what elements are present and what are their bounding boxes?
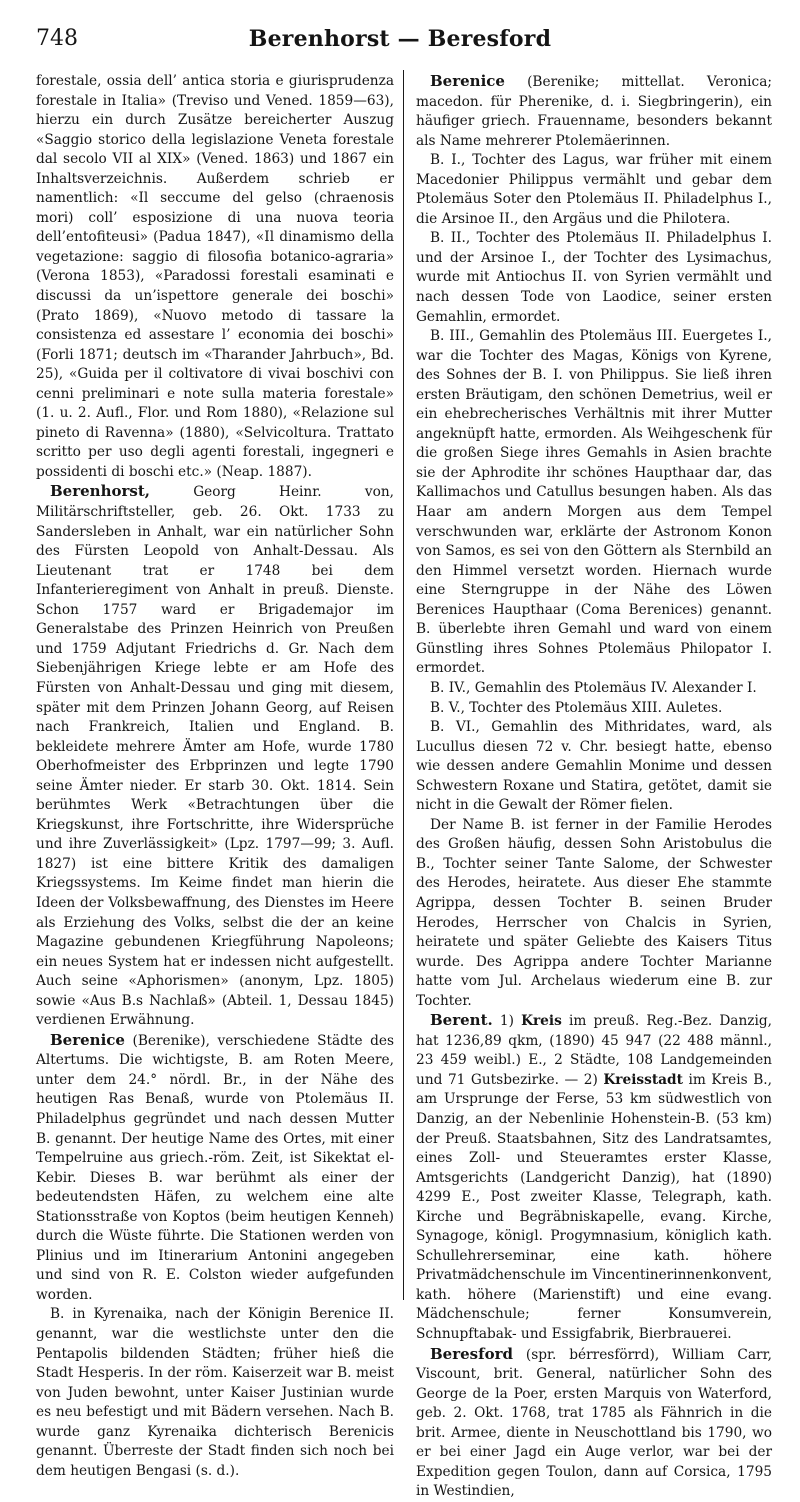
subheading: Kreis: [521, 1013, 562, 1030]
entry-paragraph: B. III., Gemahlin des Ptolemäus III. Euergetes I., war die Tochter des Magas, Königs von Kyrene, des Sohnes der B. I. von Philippus. Sie ließ ihren ersten Bräutigam, den schönen Demetrius, weil er ein ehebrecherisches Verhältnis mit ihrer Mutter angeknüpft hatte, ermorden. Als Weihgeschenk für die großen Siege ihres Gemahls in Asien brachte sie der Aphrodite ihr schönes Haupthaar dar, das Kallimachos und Catullus besungen haben. Als das Haar am andern Morgen aus dem Tempel verschwunden war, erklärte der Astronom Konon von Samos, es sei von den Göttern als Sternbild an den Himmel versetzt worden. Hiernach wurde eine Sterngruppe in der Nähe des Löwen Berenices Haupthaar (Coma Berenices) genannt. B. überlebte ihren Gemahl und ward von einem Günstling ihres Sohnes Ptolemäus Philopator I. ermordet.: [416, 328, 772, 677]
entry-text: 1): [492, 1013, 522, 1030]
entry-text: Georg Heinr. von, Militärschriftsteller, geb. 26. Okt. 1733 zu Sandersleben in Anhalt, war ein natürlicher Sohn des Fürsten Leopold von Anhalt-Dessau. Als Lieutenant trat er 1748 bei dem Infanterieregiment von Anhalt in preuß. Dienste. Schon 1757 ward er Brigademajor im Generalstabe des Prinzen Heinrich von Preußen und 1759 Adjutant Friedrichs d. Gr. Nach dem Siebenjährigen Kriege lebte er am Hofe des Fürsten von Anhalt-Dessau und ging mit diesem, später mit dem Prinzen Johann Georg, auf Reisen nach Frankreich, Italien und England. B. bekleidete mehrere Ämter am Hofe, wurde 1780 Oberhofmeister des Erbprinzen und legte 1790 seine Ämter nieder. Er starb 30. Okt. 1814. Sein berühmtes Werk «Betrachtungen über die Kriegskunst, ihre Fortschritte, ihre Widersprüche und ihre Zuverlässigkeit» (Lpz. 1797—99; 3. Aufl. 1827) ist eine bittere Kritik des damaligen Kriegssystems. Im Keime findet man hierin die Ideen der Volksbewaffnung, des Dienstes im Heere als Erziehung des Volks, selbst die der an keine Magazine gebundenen Kriegführung Napoleons; ein neues System hat er indessen nicht aufgestellt. Auch seine «Aphorismen» (anonym, Lpz. 1805) sowie «Aus B.s Nachlaß» (Abteil. 1, Dessau 1845) verdienen Erwähnung.: [36, 484, 394, 1029]
subheading: Kreisstadt: [603, 1071, 683, 1088]
headword: Beresford: [430, 1344, 513, 1363]
entry-berenice-name: [416, 72, 772, 151]
entry-paragraph: B. IV., Gemahlin des Ptolemäus IV. Alexander I.: [430, 679, 757, 696]
entry-paragraph: B. VI., Gemahlin des Mithridates, ward, als Lucullus diesen 72 v. Chr. besiegt hatte, ebenso wie dessen andere Gemahlin Monime und dessen Schwestern Roxane und Statira, getötet, damit sie nicht in die Gewalt der Römer fielen.: [416, 719, 772, 814]
entry-berenice-city: [36, 1031, 394, 1306]
right-column: [416, 72, 772, 1500]
entry-paragraph: B. I., Tochter des Lagus, war früher mit einem Macedonier Philippus vermählt und gebar dem Ptolemäus Soter den Ptolemäus II. Philadelphus I., die Arsinoe II., den Argäus und die Philotera.: [416, 152, 772, 227]
headword: Berent.: [430, 1011, 493, 1030]
entry-text: im preuß. Reg.-Bez. Danzig, hat 1236,89 qkm, (1890) 45 947 (22 488 männl., 23 459 weibl.) E., 2 Städte, 108 Landgemeinden und 71 Gutsbezirke. — 2): [416, 1013, 772, 1088]
running-head: Berenhorst — Beresford: [248, 26, 552, 52]
headword: Berenice: [50, 1030, 125, 1049]
entry-beresford: [416, 1345, 772, 1502]
entry-paragraph: Der Name B. ist ferner in der Familie Herodes des Großen häufig, dessen Sohn Aristobulus die B., Tochter seiner Tante Salome, der Schwester des Herodes, heiratete. Aus dieser Ehe stammte Agrippa, dessen Tochter B. seinen Bruder Herodes, Herrscher von Chalcis in Syrien, heiratete und später Geliebte des Kaisers Titus wurde. Des Agrippa andere Tochter Marianne hatte vom Jul. Archelaus wiederum eine B. zur Tochter.: [416, 816, 772, 1009]
headword: Berenice: [430, 72, 505, 90]
entry-text: (Berenike; mittellat. Veronica; macedon. für Pherenike, d. i. Siegbringerin), ein häufiger griech. Frauenname, besonders bekannt als Name mehrerer Ptolemäerinnen.: [416, 74, 772, 149]
entry-paragraph: B. V., Tochter des Ptolemäus XIII. Auletes.: [430, 699, 723, 716]
entry-paragraph: B. in Kyrenaika, nach der Königin Berenice II. genannt, war die westlichste unter den die Pentapolis bildenden Städten; früher hieß die Stadt Hesperis. In der röm. Kaiserzeit war B. meist von Juden bewohnt, unter Kaiser Justinian wurde es neu befestigt und mit Bädern versehen. Nach B. wurde ganz Kyrenaika dichterisch Berenicis genannt. Überreste der Stadt finden sich noch bei dem heutigen Bengasi (s. d.).: [36, 1306, 394, 1479]
page-header: [0, 26, 800, 66]
entry-text: im Kreis B., am Ursprunge der Ferse, 53 km südwestlich von Danzig, an der Nebenlinie Hohenstein-B. (53 km) der Preuß. Staatsbahnen, Sitz des Landratsamtes, eines Zoll- und Steueramtes erster Klasse, Amtsgerichts (Landgericht Danzig), hat (1890) 4299 E., Post zweiter Klasse, Telegraph, kath. Kirche und Begräbniskapelle, evang. Kirche, Synagoge, königl. Progymnasium, königlich kath. Schullehrerseminar, eine kath. höhere Privatmädchenschule im Vincentinerinnenkonvent, kath. höhere (Marienstift) und eine evang. Mädchenschule; ferner Konsumverein, Schnupftabak- und Essigfabrik, Bierbrauerei.: [416, 1071, 772, 1342]
page-number: 748: [36, 26, 78, 51]
entry-berent: [416, 1011, 772, 1344]
entry-berenhorst: [36, 482, 394, 1030]
entry-paragraph: B. II., Tochter des Ptolemäus II. Philadelphus I. und der Arsinoe I., der Tochter des Lysimachus, wurde mit Antiochus II. von Syrien vermählt und nach dessen Tode von Laodice, seiner ersten Gemahlin, ermordet.: [416, 230, 772, 325]
entry-continuation: forestale, ossia dell’ antica storia e giurisprudenza forestale in Italia» (Treviso und Vened. 1859—63), hierzu ein durch Zusätze bereicherter Auszug «Saggio storico della legislazione Veneta forestale dal secolo VII al XIX» (Vened. 1863) und 1867 ein Inhaltsverzeichnis. Außerdem schrieb er namentlich: «Il seccume del gelso (chraenosis mori) coll’ esposizione di una nuova teoria dell’entofiteusi» (Padua 1847), «Il dinamismo della vegetazione: saggio di filosofia botanico-agraria» (Verona 1853), «Paradossi forestali esaminati e discussi da un’ispettore generale dei boschi» (Prato 1869), «Nuovo metodo di tassare la consistenza ed assestare l’ economia dei boschi» (Forli 1871; deutsch im «Tharander Jahrbuch», Bd. 25), «Guida per il coltivatore di vivai boschivi con cenni preliminari e note sulla materia forestale» (1. u. 2. Aufl., Flor. und Rom 1880), «Relazione sul pineto di Ravenna» (1880), «Selvicoltura. Trattato scritto per uso degli agenti forestali, ingegneri e possidenti di boschi etc.» (Neap. 1887).: [36, 73, 394, 480]
entry-text: (spr. bérresförrd), William Carr, Viscount, brit. General, natürlicher Sohn des George de la Poer, ersten Marquis von Waterford, geb. 2. Okt. 1768, trat 1785 als Fähnrich in die brit. Armee, diente in Neuschottland bis 1790, wo er bei einer Jagd ein Auge verlor, war bei der Expedition gegen Toulon, dann auf Corsica, 1795 in Westindien,: [416, 1346, 772, 1500]
column-divider: [403, 70, 404, 1300]
entry-text: (Berenike), verschiedene Städte des Altertums. Die wichtigste, B. am Roten Meere, unter dem 24.° nördl. Br., in der Nähe des heutigen Ras Benaß, wurde von Ptolemäus II. Philadelphus gegründet und nach dessen Mutter B. genannt. Der heutige Name des Ortes, mit einer Tempelruine aus griech.-röm. Zeit, ist Sikektat el-Kebir. Dieses B. war berühmt als einer der bedeutendsten Häfen, zu welchem eine alte Stationsstraße von Koptos (beim heutigen Kenneh) durch die Wüste führte. Die Stationen werden von Plinius und im Itinerarium Antonini angegeben und sind von R. E. Colston wieder aufgefunden worden.: [36, 1032, 394, 1303]
left-column: [36, 72, 394, 1479]
headword: Berenhorst,: [50, 482, 150, 501]
